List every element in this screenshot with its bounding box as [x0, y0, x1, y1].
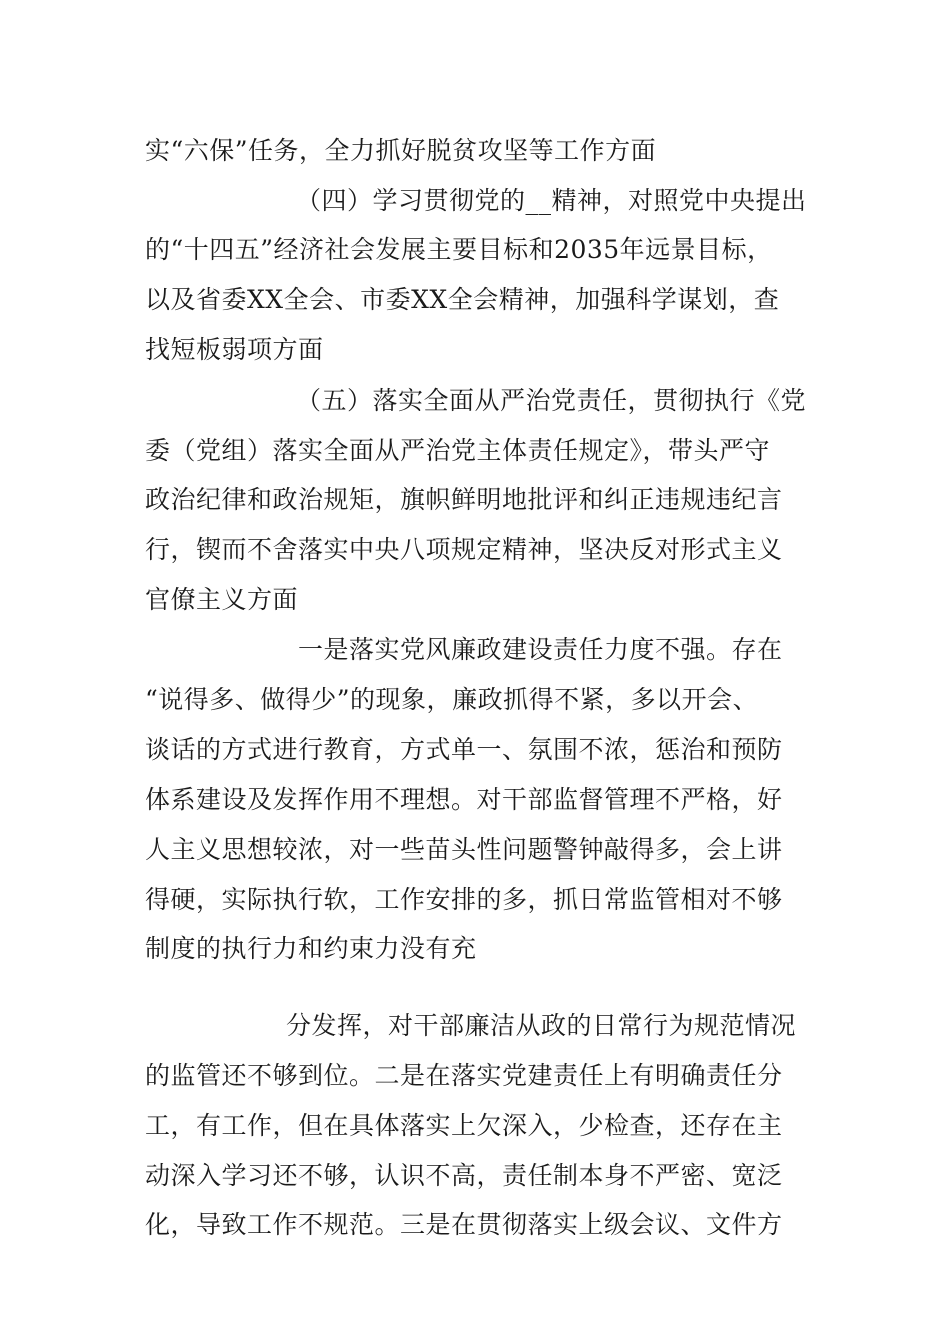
- text-line-15: 人主义思想较浓，对一些苗头性问题警钟敲得多，会上讲: [145, 835, 783, 864]
- text-line-14: 体系建设及发挥作用不理想。对干部监督管理不严格，好: [145, 785, 783, 814]
- text-line-9: 行，锲而不舍落实中央八项规定精神，坚决反对形式主义: [145, 535, 783, 564]
- text-line-11: 一是落实党风廉政建设责任力度不强。存在: [298, 635, 783, 664]
- text-line-20: 工，有工作，但在具体落实上欠深入，少检查，还存在主: [145, 1111, 783, 1140]
- text-line-12: “说得多、做得少”的现象，廉政抓得不紧，多以开会、: [145, 685, 759, 714]
- text-line-16: 得硬，实际执行软，工作安排的多，抓日常监管相对不够: [145, 885, 783, 914]
- text-line-7: 委（党组）落实全面从严治党主体责任规定》，带头严守: [145, 436, 771, 465]
- text-line-1: 实“六保”任务，全力抓好脱贫攻坚等工作方面: [145, 136, 657, 165]
- text-line-8: 政治纪律和政治规矩，旗帜鲜明地批评和纠正违规违纪言: [145, 485, 783, 514]
- text-line-2: （四）学习贯彻党的__精神，对照党中央提出: [296, 186, 807, 215]
- text-line-17: 制度的执行力和约束力没有充: [145, 934, 477, 963]
- text-line-5: 找短板弱项方面: [145, 335, 324, 364]
- text-line-18: 分发挥，对干部廉洁从政的日常行为规范情况: [286, 1011, 797, 1040]
- text-line-6: （五）落实全面从严治党责任，贯彻执行《党: [296, 386, 807, 415]
- text-line-13: 谈话的方式进行教育，方式单一、氛围不浓，惩治和预防: [145, 735, 783, 764]
- text-line-10: 官僚主义方面: [145, 585, 299, 614]
- text-line-21: 动深入学习还不够，认识不高，责任制本身不严密、宽泛: [145, 1161, 783, 1190]
- text-line-4: 以及省委XX全会、市委XX全会精神，加强科学谋划，查: [145, 285, 780, 314]
- text-line-19: 的监管还不够到位。二是在落实党建责任上有明确责任分: [145, 1061, 783, 1090]
- text-line-22: 化，导致工作不规范。三是在贯彻落实上级会议、文件方: [145, 1210, 783, 1239]
- text-line-3: 的“十四五”经济社会发展主要目标和2035年远景目标，: [145, 235, 773, 264]
